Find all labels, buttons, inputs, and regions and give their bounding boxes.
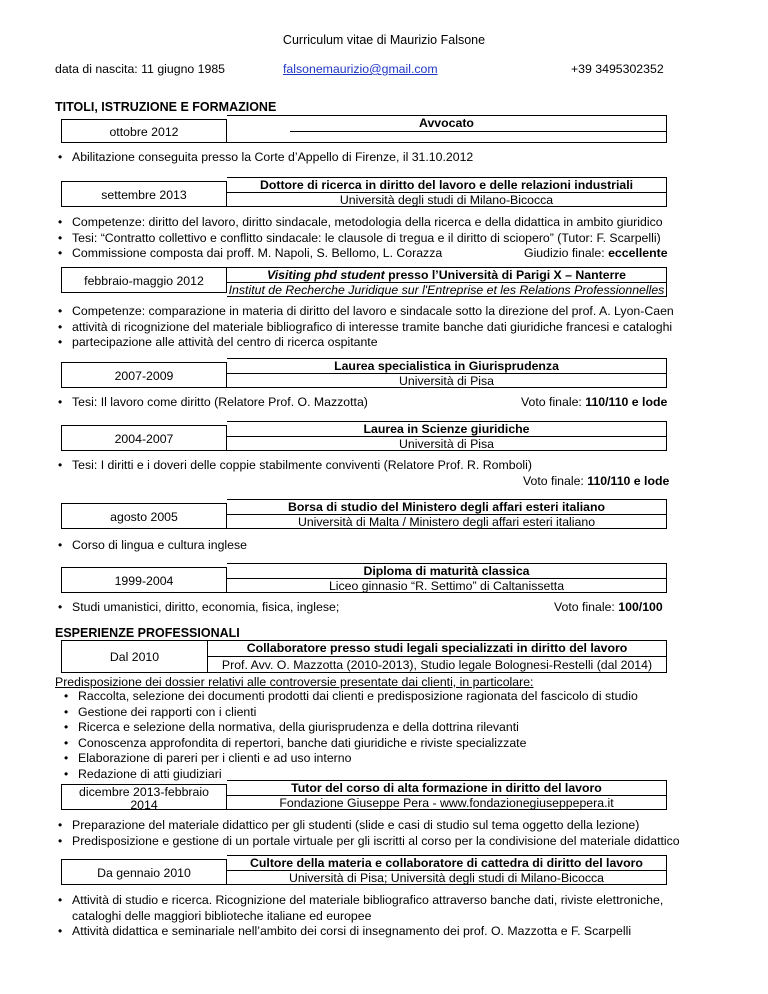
grade-label: Voto finale: bbox=[554, 600, 615, 614]
entry-date: febbraio-maggio 2012 bbox=[61, 267, 227, 293]
entry-visiting bbox=[61, 267, 667, 297]
list-item-line1: Attività di studio e ricerca. Ricognizione del materiale bibliografico attraverso banche dati, riviste elettroniche, bbox=[72, 893, 664, 907]
bullets-cultore bbox=[55, 893, 663, 940]
entry-box bbox=[227, 855, 667, 885]
bullets-tutor bbox=[55, 818, 680, 849]
entry-date-line2: 2014 bbox=[130, 798, 158, 812]
phone-number: +39 3495302352 bbox=[571, 62, 664, 76]
list-item: • Commissione composta dai proff. M. Napoli, S. Bellomo, L. Corazza bbox=[55, 246, 663, 262]
entry-box bbox=[227, 358, 667, 388]
duties-intro: Predisposizione dei dossier relativi alle controversie presentate dai clienti, in particolare: bbox=[55, 675, 534, 689]
list-item: • Elaborazione di pareri per i clienti e ad uso interno bbox=[61, 751, 638, 767]
entry-box bbox=[227, 177, 667, 207]
list-item: • Attività didattica e seminariale nell’ambito dei corsi di insegnamento dei prof. O. Mazzotta e F. Scarpelli bbox=[55, 924, 663, 940]
list-item: • Tesi: I diritti e i doveri delle coppie stabilmente conviventi (Relatore Prof. R. Romboli) bbox=[55, 458, 532, 474]
grade-label: Voto finale: bbox=[521, 395, 582, 409]
entry-subtitle: Università di Pisa bbox=[227, 373, 666, 388]
bullets-borsa bbox=[55, 538, 247, 554]
entry-subtitle: Università di Malta / Ministero degli affari esteri italiano bbox=[227, 514, 666, 529]
entry-title: Borsa di studio del Ministero degli affari esteri italiano bbox=[287, 500, 606, 514]
grade-laurea bbox=[523, 474, 669, 488]
list-item-line2: cataloghi delle maggiori biblioteche italiane ed europee bbox=[72, 908, 372, 923]
list-item: • Corso di lingua e cultura inglese bbox=[55, 538, 247, 554]
entry-subtitle: Institut de Recherche Juridique sur l'Entreprise et les Relations Professionnelles bbox=[228, 283, 665, 297]
entry-date: Da gennaio 2010 bbox=[61, 859, 227, 885]
grade-value: 100/100 bbox=[618, 600, 663, 614]
list-item: • Raccolta, selezione dei documenti prodotti dai clienti e predisposizione ragionata del fascicolo di studio bbox=[61, 689, 638, 705]
entry-tutor bbox=[61, 780, 667, 810]
grade-maturita bbox=[554, 600, 663, 614]
entry-laurea-spec bbox=[61, 358, 667, 388]
entry-maturita bbox=[61, 563, 667, 593]
entry-avvocato bbox=[61, 115, 667, 143]
grade-label: Voto finale: bbox=[523, 474, 584, 488]
entry-date: 2004-2007 bbox=[61, 425, 227, 451]
list-item: • Tesi: “Contratto collettivo e conflitto sindacale: le clausole di tregua e il diritto di sciopero” (Tutor: F. Scarpelli) bbox=[55, 231, 663, 247]
entry-date: ottobre 2012 bbox=[61, 119, 227, 143]
grade-value: 110/110 e lode bbox=[587, 474, 670, 488]
entry-subtitle: Università degli studi di Milano-Bicocca bbox=[227, 192, 666, 207]
grade-label: Giudizio finale: bbox=[524, 246, 605, 260]
entry-date: Dal 2010 bbox=[61, 640, 208, 673]
list-item: • Abilitazione conseguita presso la Corte d’Appello di Firenze, il 31.10.2012 bbox=[55, 150, 473, 166]
list-item: • Preparazione del materiale didattico per gli studenti (slide e casi di studio sul tema oggetto della lezione) bbox=[55, 818, 680, 834]
entry-borsa bbox=[61, 499, 667, 529]
entry-title: Diploma di maturità classica bbox=[363, 564, 530, 578]
section-experience: ESPERIENZE PROFESSIONALI bbox=[55, 626, 240, 640]
entry-title: Laurea specialistica in Giurisprudenza bbox=[334, 359, 559, 373]
entry-dottorato bbox=[61, 177, 667, 207]
grade-value: eccellente bbox=[608, 246, 668, 260]
entry-box bbox=[227, 421, 667, 451]
list-item bbox=[55, 893, 663, 924]
entry-title: Collaboratore presso studi legali specializzati in diritto del lavoro bbox=[246, 641, 628, 655]
entry-date bbox=[61, 784, 227, 810]
email-link[interactable]: falsonemaurizio@gmail.com bbox=[283, 62, 438, 76]
entry-laurea bbox=[61, 421, 667, 451]
list-item: • Predisposizione e gestione di un portale virtuale per gli iscritti al corso per la condivisione del materiale didattico bbox=[55, 834, 680, 850]
entry-title: Dottore di ricerca in diritto del lavoro e delle relazioni industriali bbox=[259, 178, 634, 192]
list-item: • Studi umanistici, diritto, economia, fisica, inglese; bbox=[55, 600, 339, 616]
list-item: • Redazione di atti giudiziari bbox=[61, 767, 638, 783]
entry-box bbox=[227, 563, 667, 593]
entry-date-line1: dicembre 2013-febbraio bbox=[79, 785, 209, 799]
list-item: • Competenze: diritto del lavoro, diritto sindacale, metodologia della ricerca e della didattica in ambito giuridico bbox=[55, 215, 663, 231]
entry-subtitle: Liceo ginnasio “R. Settimo” di Caltanissetta bbox=[227, 578, 666, 593]
grade-dottorato bbox=[524, 246, 668, 260]
entry-collaboratore bbox=[61, 640, 667, 673]
bullets-visiting bbox=[55, 304, 674, 351]
entry-title: Cultore della materia e collaboratore di cattedra di diritto del lavoro bbox=[250, 856, 643, 870]
entry-cultore bbox=[61, 855, 667, 885]
document-title: Curriculum vitae di Maurizio Falsone bbox=[282, 33, 486, 47]
bullets-laurea bbox=[55, 458, 532, 474]
entry-date: agosto 2005 bbox=[61, 503, 227, 529]
entry-title bbox=[227, 268, 666, 282]
entry-box bbox=[208, 640, 667, 673]
entry-title-rest: presso l’Università di Parigi X – Nanterre bbox=[384, 268, 626, 282]
bullets-collaboratore bbox=[61, 689, 638, 782]
entry-box bbox=[227, 499, 667, 529]
list-item: • Conoscenza approfondita di repertori, banche dati giuridiche e riviste specializzate bbox=[61, 736, 638, 752]
grade-value: 110/110 e lode bbox=[585, 395, 668, 409]
entry-date: 1999-2004 bbox=[61, 567, 227, 593]
entry-date: 2007-2009 bbox=[61, 362, 227, 388]
list-item: • attività di ricognizione del materiale bibliografico di interesse tramite banche dati giuridiche francesi e cataloghi bbox=[55, 320, 674, 336]
entry-title: Avvocato bbox=[227, 115, 667, 131]
birth-date: data di nascita: 11 giugno 1985 bbox=[55, 62, 226, 76]
bullets-maturita bbox=[55, 600, 339, 616]
entry-subtitle-box bbox=[227, 131, 667, 143]
entry-subtitle: Fondazione Giuseppe Pera - www.fondazionegiuseppepera.it bbox=[227, 795, 666, 810]
list-item: • Ricerca e selezione della normativa, della giurisprudenza e della dottrina rilevanti bbox=[61, 720, 638, 736]
section-education: TITOLI, ISTRUZIONE E FORMAZIONE bbox=[55, 100, 277, 114]
list-item: • partecipazione alle attività del centro di ricerca ospitante bbox=[55, 335, 674, 351]
entry-subtitle: Università di Pisa bbox=[227, 436, 666, 451]
list-item: • Tesi: Il lavoro come diritto (Relatore Prof. O. Mazzotta) bbox=[55, 395, 368, 411]
entry-subtitle: Prof. Avv. O. Mazzotta (2010-2013), Studio legale Bolognesi-Restelli (dal 2014) bbox=[208, 656, 666, 673]
entry-date: settembre 2013 bbox=[61, 181, 227, 207]
list-item: • Competenze: comparazione in materia di diritto del lavoro e sindacale sotto la direzione del prof. A. Lyon-Caen bbox=[55, 304, 674, 320]
entry-title: Laurea in Scienze giuridiche bbox=[363, 422, 530, 436]
grade-laurea-spec bbox=[521, 395, 667, 409]
list-item: • Gestione dei rapporti con i clienti bbox=[61, 705, 638, 721]
entry-title: Tutor del corso di alta formazione in diritto del lavoro bbox=[291, 781, 602, 795]
bullets-laurea-spec bbox=[55, 395, 368, 411]
entry-box bbox=[227, 267, 667, 297]
entry-title-italic: Visiting phd student bbox=[267, 268, 385, 282]
entry-subtitle: Università di Pisa; Università degli studi di Milano-Bicocca bbox=[227, 870, 666, 885]
entry-box bbox=[227, 780, 667, 810]
bullets-avvocato bbox=[55, 150, 473, 166]
